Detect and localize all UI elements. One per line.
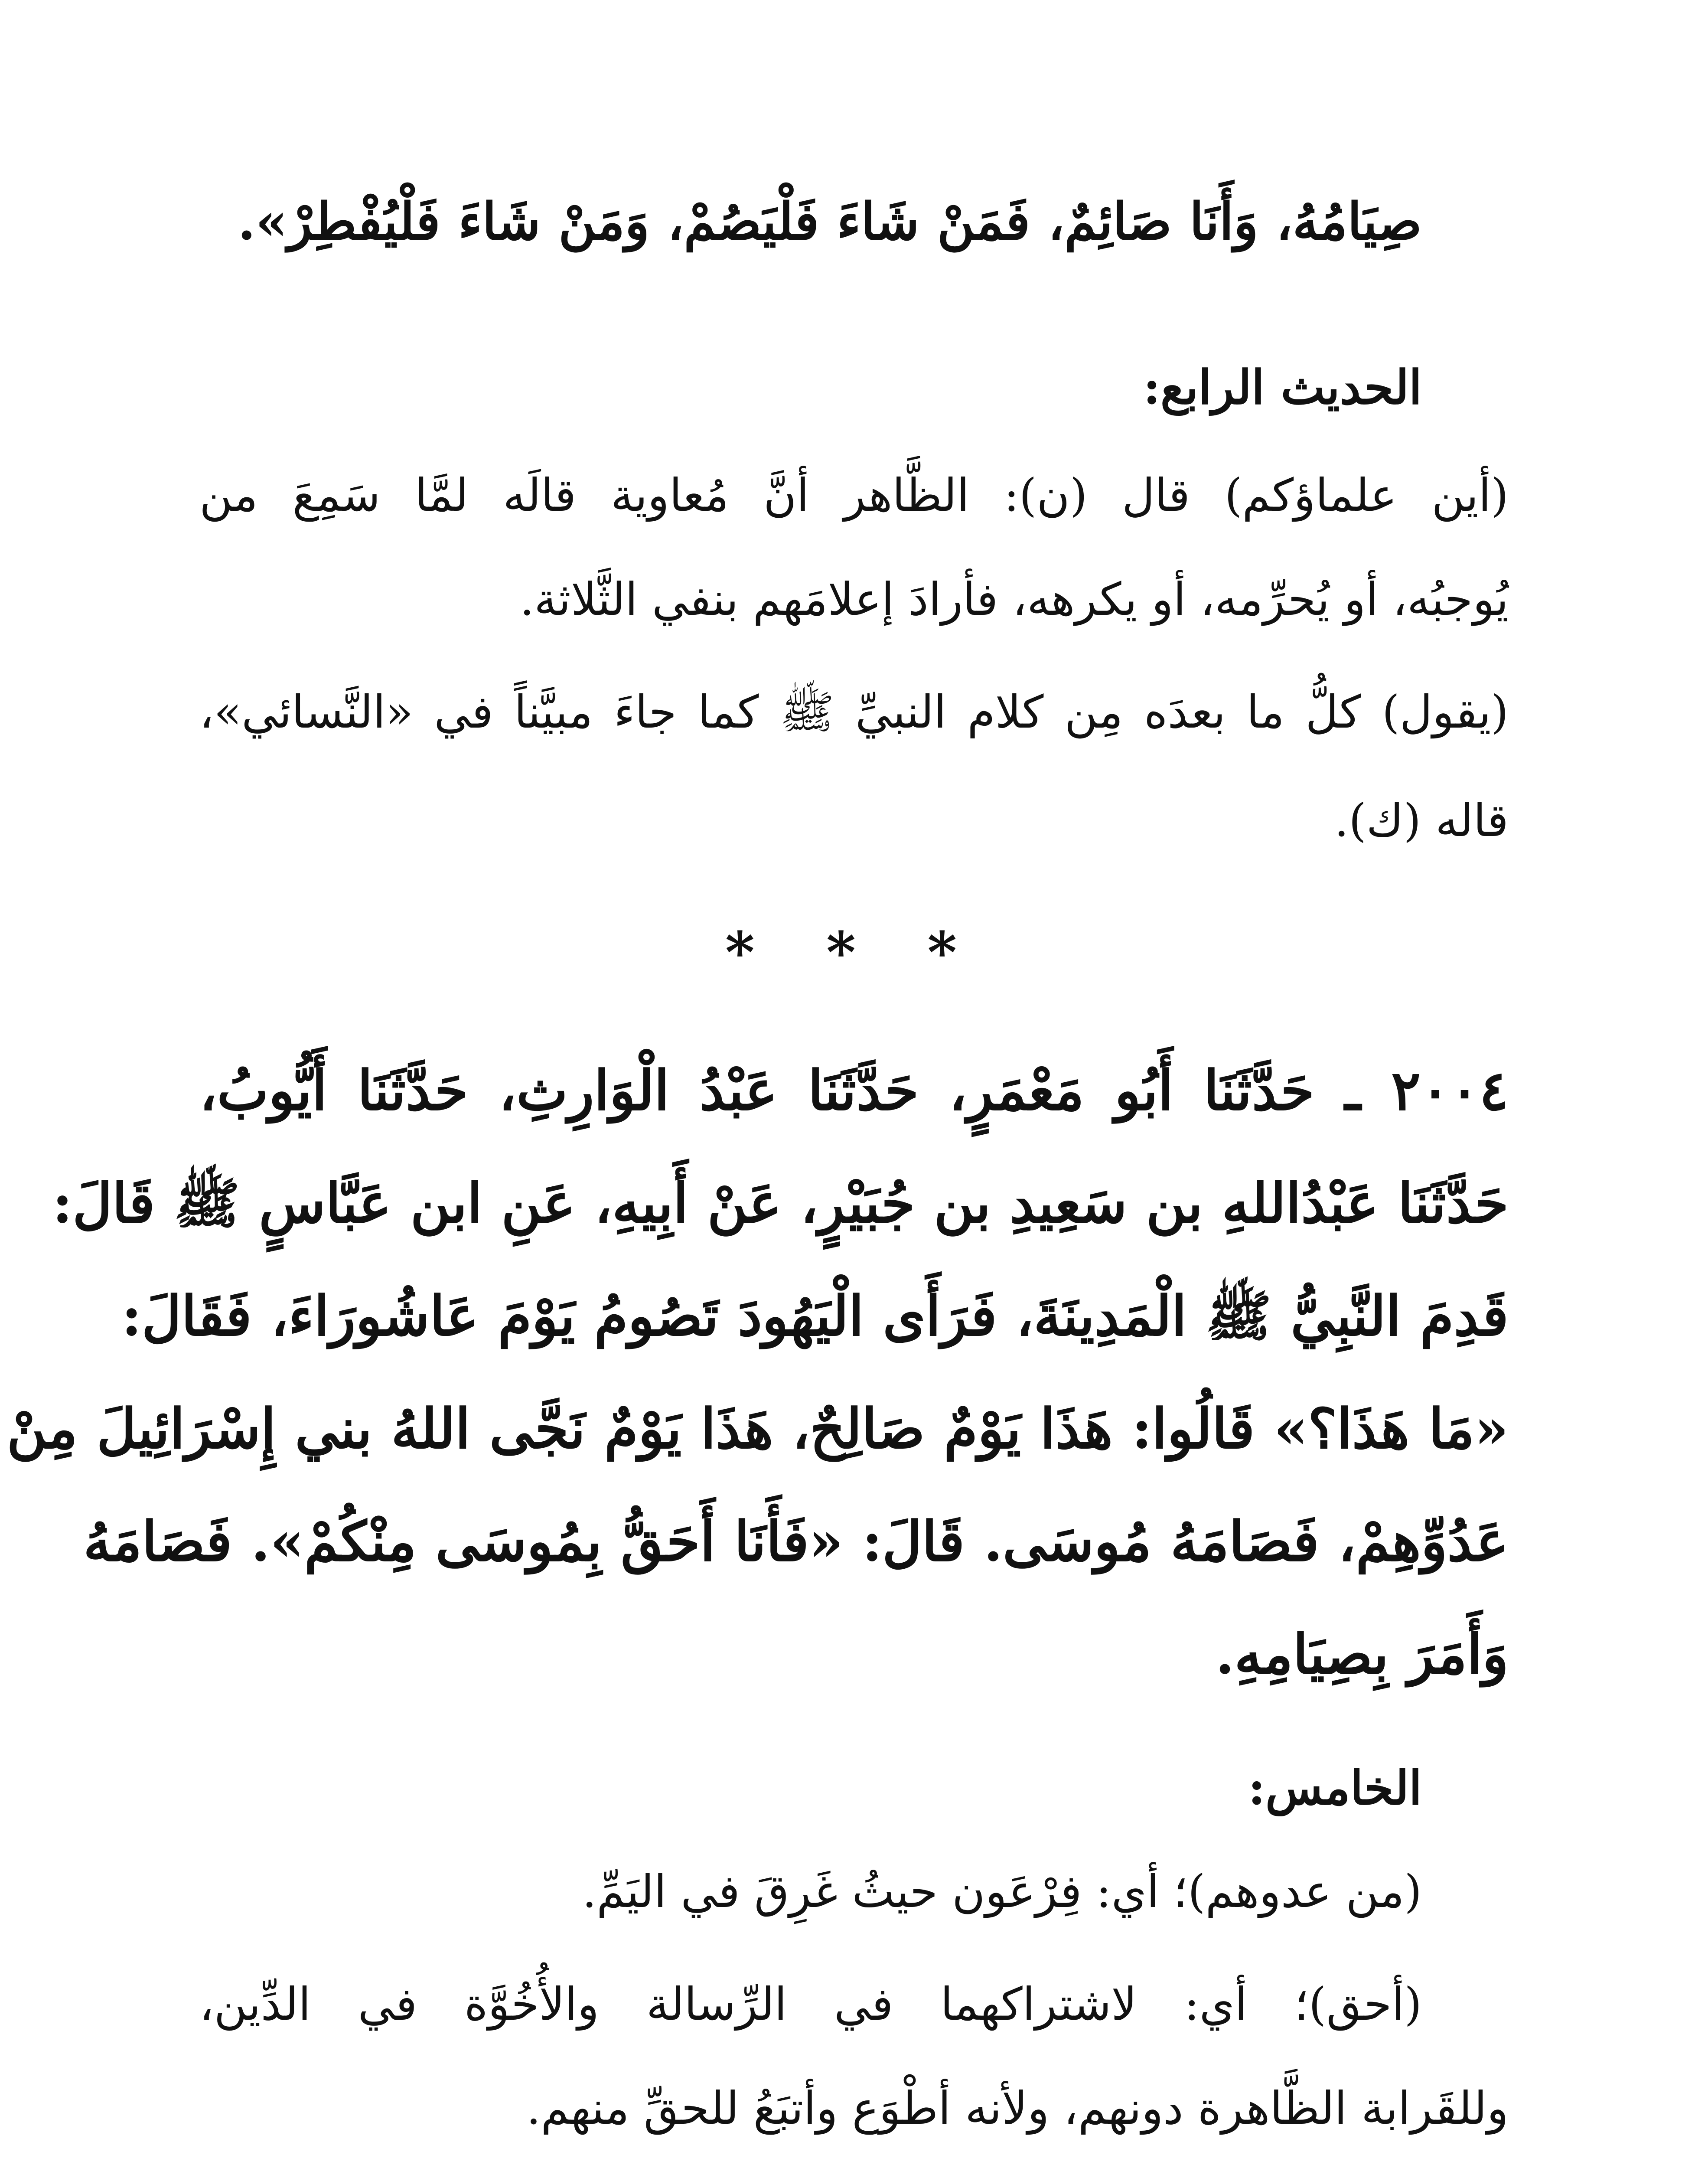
commentary-line: قاله (ك). (1334, 794, 1509, 847)
section-separator-stars: * * * (725, 919, 983, 986)
hadith-text-line: عَدُوِّهِمْ، فَصَامَهُ مُوسَى. قَالَ: «فَأَنَا أَحَقُّ بِمُوسَى مِنْكُمْ». فَصَامَهُ (83, 1509, 1509, 1574)
hadith-text-line: وَأَمَرَ بِصِيَامِهِ. (1215, 1622, 1509, 1686)
text-body (7, 0, 1509, 2168)
commentary-line: وللقَرابة الظَّاهرة دونهم، ولأنه أطْوَع وأتبَعُ للحقِّ منهم. (526, 2082, 1509, 2135)
commentary-line: (من عدوهم)؛ أي: فِرْعَون حيثُ غَرِقَ في اليَمِّ. (582, 1865, 1422, 1918)
commentary-line: يُوجبُه، أو يُحرِّمه، أو يكرهه، فأرادَ إعلامَهم بنفي الثَّلاثة. (520, 573, 1509, 626)
hadith-text-line: ٢٠٠٤ ـ حَدَّثَنَا أَبُو مَعْمَرٍ، حَدَّثَنَا عَبْدُ الْوَارِثِ، حَدَّثَنَا أَيُّوبُ، (199, 1058, 1509, 1123)
hadith-text-line: قَدِمَ النَّبِيُّ ﷺ الْمَدِينَةَ، فَرَأَى الْيَهُودَ تَصُومُ يَوْمَ عَاشُورَاءَ، فَقَالَ: (121, 1284, 1509, 1348)
hadith-text-line: حَدَّثَنَا عَبْدُاللهِ بن سَعِيدِ بن جُبَيْرٍ، عَنْ أَبِيهِ، عَنِ ابن عَبَّاسٍ ﷺ قَالَ: (52, 1171, 1509, 1235)
hadith-continuation-line: صِيَامُهُ، وَأَنَا صَائِمٌ، فَمَنْ شَاءَ فَلْيَصُمْ، وَمَنْ شَاءَ فَلْيُفْطِرْ». (238, 191, 1422, 251)
commentary-line: (أين علماؤكم) قال (ن): الظَّاهر أنَّ مُعاوية قالَه لمَّا سَمِعَ من (199, 469, 1509, 522)
hadith-text-line: «مَا هَذَا؟» قَالُوا: هَذَا يَوْمٌ صَالِحٌ، هَذَا يَوْمٌ نَجَّى اللهُ بني إِسْرَائِيلَ مِنْ (7, 1397, 1509, 1461)
section-heading-fourth: الحديث الرابع: (1143, 360, 1422, 415)
commentary-line: (يقول) كلُّ ما بعدَه مِن كلام النبيِّ ﷺ كما جاءَ مبيَّناً في «النَّسائي»، (199, 686, 1509, 738)
section-heading-fifth: الخامس: (1248, 1761, 1422, 1815)
commentary-line: (أحق)؛ أي: لاشتراكهما في الرِّسالة والأُخُوَّة في الدِّين، (199, 1978, 1422, 2031)
